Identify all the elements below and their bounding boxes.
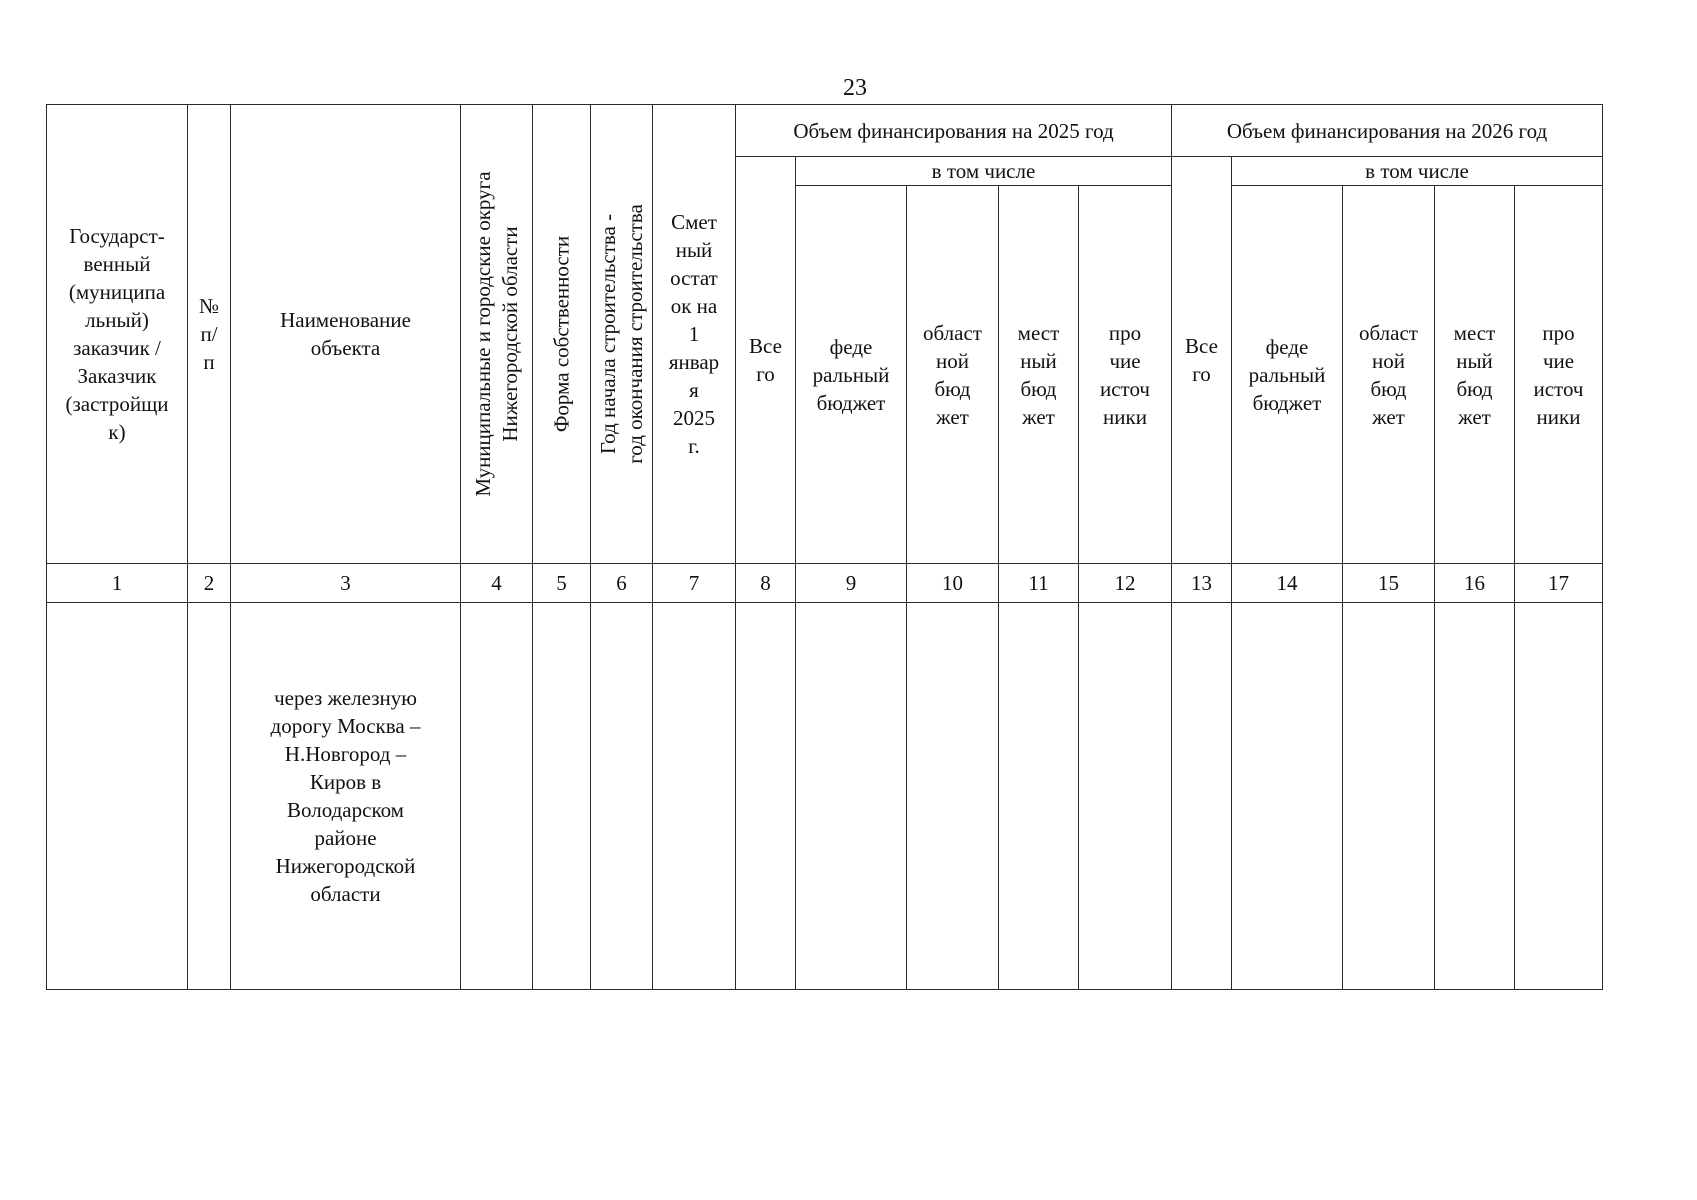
column-number: 14 xyxy=(1232,564,1343,603)
column-number: 16 xyxy=(1435,564,1515,603)
cell-2026-local xyxy=(1435,603,1515,990)
header-2026-local: мест ный бюд жет xyxy=(1435,186,1515,564)
page-number: 23 xyxy=(843,75,867,101)
cell-2026-total xyxy=(1172,603,1232,990)
column-number: 15 xyxy=(1343,564,1435,603)
table-row xyxy=(47,603,1603,990)
column-numbers-row xyxy=(47,564,1603,603)
cell-number xyxy=(188,603,231,990)
header-number: № п/ п xyxy=(188,105,231,564)
cell-2026-other xyxy=(1515,603,1603,990)
header-object-name: Наименование объекта xyxy=(231,105,461,564)
cell-2025-regional xyxy=(907,603,999,990)
column-number: 4 xyxy=(461,564,533,603)
cell-2025-total xyxy=(736,603,796,990)
column-number: 5 xyxy=(533,564,591,603)
column-number: 11 xyxy=(999,564,1079,603)
cell-construction-years xyxy=(591,603,653,990)
cell-object-name: через железную дорогу Москва – Н.Новгород – Киров в Володарском районе Нижегородской области xyxy=(231,603,461,990)
header-2025-including: в том числе xyxy=(796,157,1172,186)
column-number: 9 xyxy=(796,564,907,603)
cell-2026-regional xyxy=(1343,603,1435,990)
column-number: 12 xyxy=(1079,564,1172,603)
header-construction-years: Год начала строительства - год окончания строительства xyxy=(591,105,653,564)
header-2026-federal: феде ральный бюджет xyxy=(1232,186,1343,564)
cell-2025-federal xyxy=(796,603,907,990)
cell-remaining-estimate xyxy=(653,603,736,990)
column-number: 7 xyxy=(653,564,736,603)
column-number: 10 xyxy=(907,564,999,603)
cell-2026-federal xyxy=(1232,603,1343,990)
header-financing-2026: Объем финансирования на 2026 год xyxy=(1172,105,1603,157)
header-2025-local: мест ный бюд жет xyxy=(999,186,1079,564)
header-2025-total: Все го xyxy=(736,157,796,564)
column-number: 8 xyxy=(736,564,796,603)
header-2026-including: в том числе xyxy=(1232,157,1603,186)
cell-customer xyxy=(47,603,188,990)
header-2026-other: про чие источ ники xyxy=(1515,186,1603,564)
cell-2025-other xyxy=(1079,603,1172,990)
cell-ownership xyxy=(533,603,591,990)
header-2026-regional: област ной бюд жет xyxy=(1343,186,1435,564)
cell-2025-local xyxy=(999,603,1079,990)
column-number: 3 xyxy=(231,564,461,603)
column-number: 13 xyxy=(1172,564,1232,603)
header-2025-federal: феде ральный бюджет xyxy=(796,186,907,564)
header-2025-other: про чие источ ники xyxy=(1079,186,1172,564)
financing-table xyxy=(46,104,1603,990)
column-number: 2 xyxy=(188,564,231,603)
column-number: 6 xyxy=(591,564,653,603)
cell-districts xyxy=(461,603,533,990)
header-customer: Государст- венный (муниципа льный) заказчик / Заказчик (застройщи к) xyxy=(47,105,188,564)
header-remaining-estimate: Смет ный остат ок на 1 январ я 2025 г. xyxy=(653,105,736,564)
header-financing-2025: Объем финансирования на 2025 год xyxy=(736,105,1172,157)
header-2026-total: Все го xyxy=(1172,157,1232,564)
header-ownership: Форма собственности xyxy=(533,105,591,564)
header-2025-regional: област ной бюд жет xyxy=(907,186,999,564)
column-number: 1 xyxy=(47,564,188,603)
header-districts: Муниципальные и городские округа Нижегородской области xyxy=(461,105,533,564)
column-number: 17 xyxy=(1515,564,1603,603)
